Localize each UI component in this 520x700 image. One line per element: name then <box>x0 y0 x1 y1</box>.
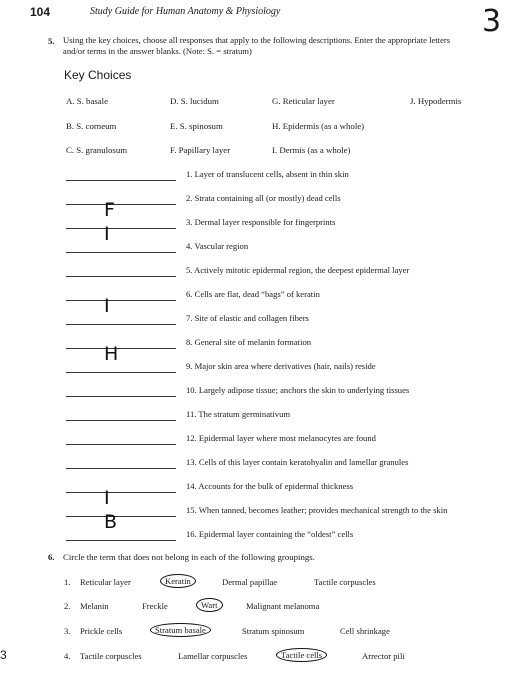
key-choice-b: B. S. corneum <box>66 121 117 131</box>
item-6: 6. Cells are flat, dead “bags” of keratin <box>186 289 320 299</box>
group-4-number: 4. <box>64 651 71 661</box>
q5-instructions: Using the key choices, choose all responses that apply to the following descriptions. Enter the appropriate letters and/or terms in the answer blanks. (Note: S. = stratum) <box>63 35 451 56</box>
key-choice-e: E. S. spinosum <box>170 121 223 131</box>
answer-blank-7[interactable] <box>66 324 176 325</box>
handwritten-answer-9: H <box>104 343 119 365</box>
group-4-term-3-circled[interactable]: Tactile cells <box>276 648 327 662</box>
item-16: 16. Epidermal layer containing the “oldest” cells <box>186 529 354 539</box>
answer-blank-16[interactable] <box>66 540 176 541</box>
item-15: 15. When tanned, becomes leather; provides mechanical strength to the skin <box>186 505 448 515</box>
answer-blank-15[interactable] <box>66 516 176 517</box>
group-3-term-3[interactable]: Stratum spinosum <box>242 626 305 636</box>
key-choice-a: A. S. basale <box>66 96 109 106</box>
handwritten-answer-15: I <box>104 487 110 509</box>
group-3-term-1[interactable]: Prickle cells <box>80 626 123 636</box>
group-2-term-2[interactable]: Freckle <box>142 601 168 611</box>
answer-blank-14[interactable] <box>66 492 176 493</box>
handwritten-page-mark: 3 <box>482 4 502 39</box>
item-10: 10. Largely adipose tissue; anchors the skin to underlying tissues <box>186 385 410 395</box>
handwritten-answer-4: I <box>104 223 110 245</box>
answer-blank-2[interactable] <box>66 204 176 205</box>
key-choice-h: H. Epidermis (as a whole) <box>272 121 365 131</box>
margin-mark: 3 <box>0 648 7 662</box>
group-1-term-2-circled[interactable]: Keratin <box>160 574 196 588</box>
key-choice-j: J. Hypodermis <box>410 96 462 106</box>
handwritten-answer-16: B <box>104 511 118 533</box>
key-choices-title: Key Choices <box>64 68 132 82</box>
answer-blank-5[interactable] <box>66 276 176 277</box>
answer-blank-13[interactable] <box>66 468 176 469</box>
item-12: 12. Epidermal layer where most melanocytes are found <box>186 433 376 443</box>
handwritten-answer-7: I <box>104 295 110 317</box>
group-1-number: 1. <box>64 577 71 587</box>
item-14: 14. Accounts for the bulk of epidermal thickness <box>186 481 354 491</box>
item-8: 8. General site of melanin formation <box>186 337 312 347</box>
item-9: 9. Major skin area where derivatives (hair, nails) reside <box>186 361 376 371</box>
key-choice-c: C. S. granulosum <box>66 145 128 155</box>
q6-instructions: Circle the term that does not belong in each of the following groupings. <box>63 552 315 562</box>
answer-blank-9[interactable] <box>66 372 176 373</box>
group-3-number: 3. <box>64 626 71 636</box>
group-1-term-1[interactable]: Reticular layer <box>80 577 131 587</box>
item-2: 2. Strata containing all (or mostly) dead cells <box>186 193 341 203</box>
group-2-term-3-circled[interactable]: Wart <box>196 598 223 612</box>
group-4-term-4[interactable]: Arrector pili <box>362 651 405 661</box>
running-title: Study Guide for Human Anatomy & Physiology <box>90 6 281 17</box>
key-choice-d: D. S. lucidum <box>170 96 219 106</box>
group-2-number: 2. <box>64 601 71 611</box>
group-3-term-2-circled[interactable]: Stratum basale <box>150 623 211 637</box>
q6-number: 6. <box>48 552 55 562</box>
item-3: 3. Dermal layer responsible for fingerprints <box>186 217 336 227</box>
item-1: 1. Layer of translucent cells, absent in thin skin <box>186 169 349 179</box>
key-choice-g: G. Reticular layer <box>272 96 335 106</box>
item-5: 5. Actively mitotic epidermal region, the deepest epidermal layer <box>186 265 410 275</box>
group-2-term-1[interactable]: Melanin <box>80 601 109 611</box>
page-number: 104 <box>30 5 51 19</box>
item-11: 11. The stratum germinativum <box>186 409 291 419</box>
answer-blank-11[interactable] <box>66 420 176 421</box>
group-1-term-4[interactable]: Tactile corpuscles <box>314 577 376 587</box>
answer-blank-4[interactable] <box>66 252 176 253</box>
key-choice-f: F. Papillary layer <box>170 145 231 155</box>
answer-blank-10[interactable] <box>66 396 176 397</box>
group-3-term-4[interactable]: Cell shrinkage <box>340 626 390 636</box>
item-4: 4. Vascular region <box>186 241 249 251</box>
handwritten-answer-3: F <box>104 199 115 221</box>
answer-blank-12[interactable] <box>66 444 176 445</box>
answer-blank-8[interactable] <box>66 348 176 349</box>
answer-blank-6[interactable] <box>66 300 176 301</box>
q5-number: 5. <box>48 36 55 46</box>
item-7: 7. Site of elastic and collagen fibers <box>186 313 309 323</box>
answer-blank-1[interactable] <box>66 180 176 181</box>
key-choice-i: I. Dermis (as a whole) <box>272 145 351 155</box>
answer-blank-3[interactable] <box>66 228 176 229</box>
item-13: 13. Cells of this layer contain keratohyalin and lamellar granules <box>186 457 409 467</box>
group-2-term-4[interactable]: Malignant melanoma <box>246 601 320 611</box>
group-1-term-3[interactable]: Dermal papillae <box>222 577 278 587</box>
group-4-term-1[interactable]: Tactile corpuscles <box>80 651 142 661</box>
group-4-term-2[interactable]: Lamellar corpuscles <box>178 651 248 661</box>
